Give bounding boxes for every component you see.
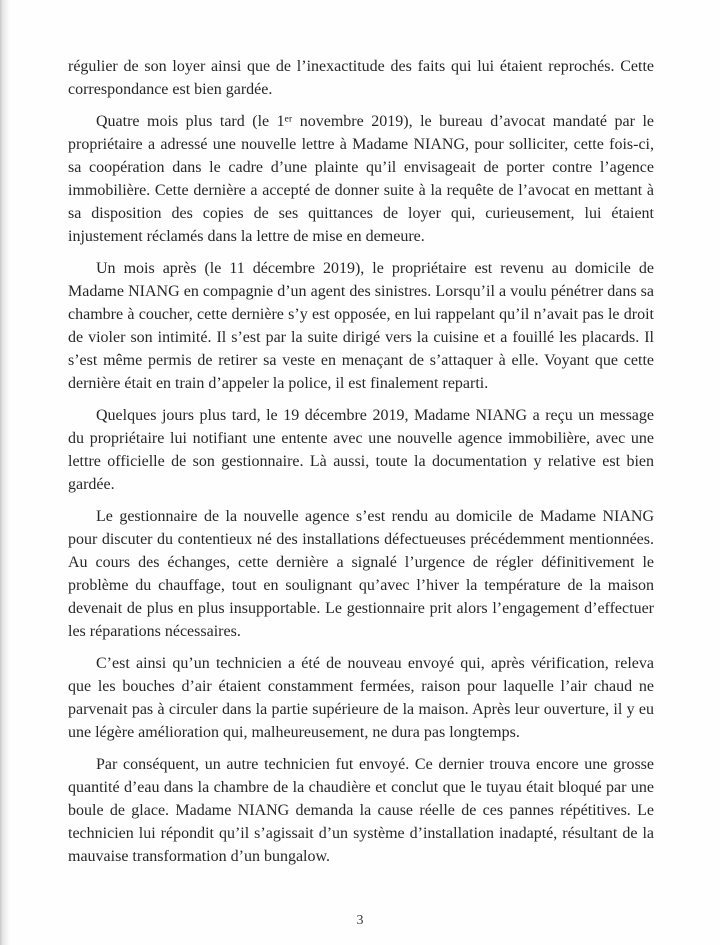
document-body bbox=[68, 55, 654, 877]
paragraph: Quatre mois plus tard (le 1ᵉʳ novembre 2019), le bureau d’avocat mandaté par le propriétaire a adressé une nouvelle lettre à Madame NIANG, pour solliciter, cette fois-ci, sa coopération dans le cadre d’une plainte qu’il envisageait de porter contre l’agence immobilière. Cette dernière a accepté de donner suite à la requête de l’avocat en mettant à sa disposition des copies de ses quittances de loyer qui, curieusement, lui étaient injustement réclamés dans la lettre de mise en demeure. bbox=[68, 113, 654, 245]
page-number: 3 bbox=[356, 913, 364, 928]
scan-left-edge bbox=[0, 0, 10, 945]
paragraph: Le gestionnaire de la nouvelle agence s’est rendu au domicile de Madame NIANG pour discuter du contentieux né des installations défectueuses précédemment mentionnées. Au cours des échanges, cette dernière a signalé l’urgence de régler définitivement le problème du chauffage, tout en soulignant qu’avec l’hiver la température de la maison devenait de plus en plus insupportable. Le gestionnaire prit alors l’engagement d’effectuer les réparations nécessaires. bbox=[68, 508, 654, 640]
paragraph: régulier de son loyer ainsi que de l’inexactitude des faits qui lui étaient reprochés. Cette correspondance est bien gardée. bbox=[68, 58, 654, 98]
paragraph: Par conséquent, un autre technicien fut envoyé. Ce dernier trouva encore une grosse quantité d’eau dans la chambre de la chaudière et conclut que le tuyau était bloqué par une boule de glace. Madame NIANG demanda la cause réelle de ces pannes répétitives. Le technicien lui répondit qu’il s’agissait d’un système d’installation inadapté, résultant de la mauvaise transformation d’un bungalow. bbox=[68, 756, 654, 865]
paragraph: Quelques jours plus tard, le 19 décembre 2019, Madame NIANG a reçu un message du propriétaire lui notifiant une entente avec une nouvelle agence immobilière, avec une lettre officielle de son gestionnaire. Là aussi, toute la documentation y relative est bien gardée. bbox=[68, 407, 654, 493]
paragraph: C’est ainsi qu’un technicien a été de nouveau envoyé qui, après vérification, releva que les bouches d’air étaient constamment fermées, raison pour laquelle l’air chaud ne parvenait pas à circuler dans la partie supérieure de la maison. Après leur ouverture, il y eu une légère amélioration qui, malheureusement, ne dura pas longtemps. bbox=[68, 655, 654, 741]
paragraph: Un mois après (le 11 décembre 2019), le propriétaire est revenu au domicile de Madame NIANG en compagnie d’un agent des sinistres. Lorsqu’il a voulu pénétrer dans sa chambre à coucher, cette dernière s’y est opposée, en lui rappelant qu’il n’avait pas le droit de violer son intimité. Il s’est par la suite dirigé vers la cuisine et a fouillé les placards. Il s’est même permis de retirer sa veste en menaçant de s’attaquer à elle. Voyant que cette dernière était en train d’appeler la police, il est finalement reparti. bbox=[68, 260, 654, 392]
